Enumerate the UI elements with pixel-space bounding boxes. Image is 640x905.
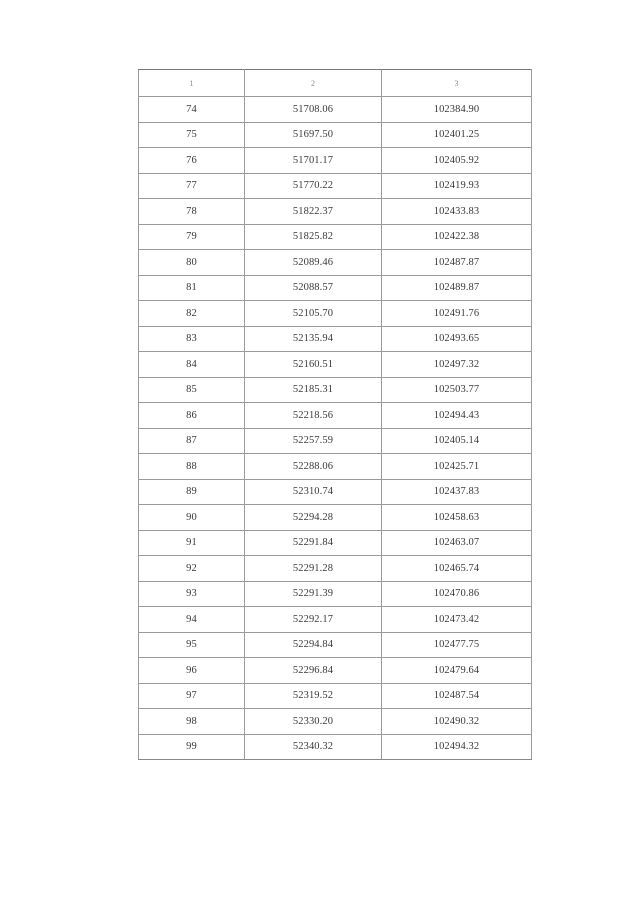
point-number-cell: 92: [139, 556, 245, 582]
y-coordinate-cell: 102491.76: [382, 301, 532, 327]
table-row: [139, 122, 532, 148]
y-coordinate-cell: 102401.25: [382, 122, 532, 148]
table-row: [139, 326, 532, 352]
table-row: [139, 709, 532, 735]
table-row: [139, 275, 532, 301]
table-row: [139, 428, 532, 454]
table-row: [139, 97, 532, 123]
point-number-cell: 74: [139, 97, 245, 123]
x-coordinate-cell: 52291.28: [245, 556, 382, 582]
x-coordinate-cell: 52330.20: [245, 709, 382, 735]
y-coordinate-cell: 102489.87: [382, 275, 532, 301]
point-number-cell: 79: [139, 224, 245, 250]
coordinates-table: [138, 69, 532, 760]
x-coordinate-cell: 52185.31: [245, 377, 382, 403]
table-body: [139, 97, 532, 760]
x-coordinate-cell: 52291.84: [245, 530, 382, 556]
point-number-cell: 84: [139, 352, 245, 378]
table-row: [139, 683, 532, 709]
y-coordinate-cell: 102422.38: [382, 224, 532, 250]
column-header-1: 1: [139, 70, 245, 97]
point-number-cell: 90: [139, 505, 245, 531]
table-row: [139, 581, 532, 607]
point-number-cell: 81: [139, 275, 245, 301]
y-coordinate-cell: 102487.87: [382, 250, 532, 276]
point-number-cell: 88: [139, 454, 245, 480]
y-coordinate-cell: 102384.90: [382, 97, 532, 123]
point-number-cell: 83: [139, 326, 245, 352]
point-number-cell: 82: [139, 301, 245, 327]
y-coordinate-cell: 102419.93: [382, 173, 532, 199]
y-coordinate-cell: 102479.64: [382, 658, 532, 684]
table-row: [139, 250, 532, 276]
y-coordinate-cell: 102487.54: [382, 683, 532, 709]
x-coordinate-cell: 52089.46: [245, 250, 382, 276]
x-coordinate-cell: 52135.94: [245, 326, 382, 352]
table-row: [139, 224, 532, 250]
x-coordinate-cell: 52218.56: [245, 403, 382, 429]
x-coordinate-cell: 52296.84: [245, 658, 382, 684]
y-coordinate-cell: 102473.42: [382, 607, 532, 633]
column-header-3: 3: [382, 70, 532, 97]
point-number-cell: 78: [139, 199, 245, 225]
point-number-cell: 89: [139, 479, 245, 505]
table-row: [139, 403, 532, 429]
y-coordinate-cell: 102497.32: [382, 352, 532, 378]
y-coordinate-cell: 102458.63: [382, 505, 532, 531]
y-coordinate-cell: 102425.71: [382, 454, 532, 480]
y-coordinate-cell: 102503.77: [382, 377, 532, 403]
table-row: [139, 632, 532, 658]
y-coordinate-cell: 102470.86: [382, 581, 532, 607]
x-coordinate-cell: 52105.70: [245, 301, 382, 327]
table-row: [139, 556, 532, 582]
point-number-cell: 80: [139, 250, 245, 276]
x-coordinate-cell: 51697.50: [245, 122, 382, 148]
y-coordinate-cell: 102465.74: [382, 556, 532, 582]
point-number-cell: 91: [139, 530, 245, 556]
table-row: [139, 199, 532, 225]
table-row: [139, 505, 532, 531]
table-row: [139, 173, 532, 199]
point-number-cell: 75: [139, 122, 245, 148]
point-number-cell: 93: [139, 581, 245, 607]
point-number-cell: 94: [139, 607, 245, 633]
table-row: [139, 301, 532, 327]
point-number-cell: 87: [139, 428, 245, 454]
y-coordinate-cell: 102405.14: [382, 428, 532, 454]
point-number-cell: 95: [139, 632, 245, 658]
x-coordinate-cell: 52319.52: [245, 683, 382, 709]
table-row: [139, 479, 532, 505]
x-coordinate-cell: 52257.59: [245, 428, 382, 454]
x-coordinate-cell: 51825.82: [245, 224, 382, 250]
point-number-cell: 96: [139, 658, 245, 684]
table-row: [139, 607, 532, 633]
y-coordinate-cell: 102437.83: [382, 479, 532, 505]
y-coordinate-cell: 102463.07: [382, 530, 532, 556]
table-header: [139, 70, 532, 97]
y-coordinate-cell: 102405.92: [382, 148, 532, 174]
x-coordinate-cell: 52310.74: [245, 479, 382, 505]
point-number-cell: 85: [139, 377, 245, 403]
point-number-cell: 98: [139, 709, 245, 735]
y-coordinate-cell: 102494.43: [382, 403, 532, 429]
x-coordinate-cell: 51770.22: [245, 173, 382, 199]
x-coordinate-cell: 52340.32: [245, 734, 382, 760]
column-header-2: 2: [245, 70, 382, 97]
coordinates-table-container: [138, 69, 531, 760]
table-row: [139, 148, 532, 174]
point-number-cell: 76: [139, 148, 245, 174]
y-coordinate-cell: 102493.65: [382, 326, 532, 352]
header-row: [139, 70, 532, 97]
x-coordinate-cell: 52291.39: [245, 581, 382, 607]
x-coordinate-cell: 52288.06: [245, 454, 382, 480]
y-coordinate-cell: 102494.32: [382, 734, 532, 760]
x-coordinate-cell: 52088.57: [245, 275, 382, 301]
table-row: [139, 530, 532, 556]
table-row: [139, 734, 532, 760]
y-coordinate-cell: 102490.32: [382, 709, 532, 735]
table-row: [139, 377, 532, 403]
table-row: [139, 352, 532, 378]
x-coordinate-cell: 51822.37: [245, 199, 382, 225]
point-number-cell: 77: [139, 173, 245, 199]
x-coordinate-cell: 52292.17: [245, 607, 382, 633]
x-coordinate-cell: 51701.17: [245, 148, 382, 174]
table-row: [139, 454, 532, 480]
x-coordinate-cell: 52160.51: [245, 352, 382, 378]
y-coordinate-cell: 102477.75: [382, 632, 532, 658]
point-number-cell: 86: [139, 403, 245, 429]
point-number-cell: 99: [139, 734, 245, 760]
table-row: [139, 658, 532, 684]
x-coordinate-cell: 51708.06: [245, 97, 382, 123]
x-coordinate-cell: 52294.84: [245, 632, 382, 658]
y-coordinate-cell: 102433.83: [382, 199, 532, 225]
x-coordinate-cell: 52294.28: [245, 505, 382, 531]
point-number-cell: 97: [139, 683, 245, 709]
